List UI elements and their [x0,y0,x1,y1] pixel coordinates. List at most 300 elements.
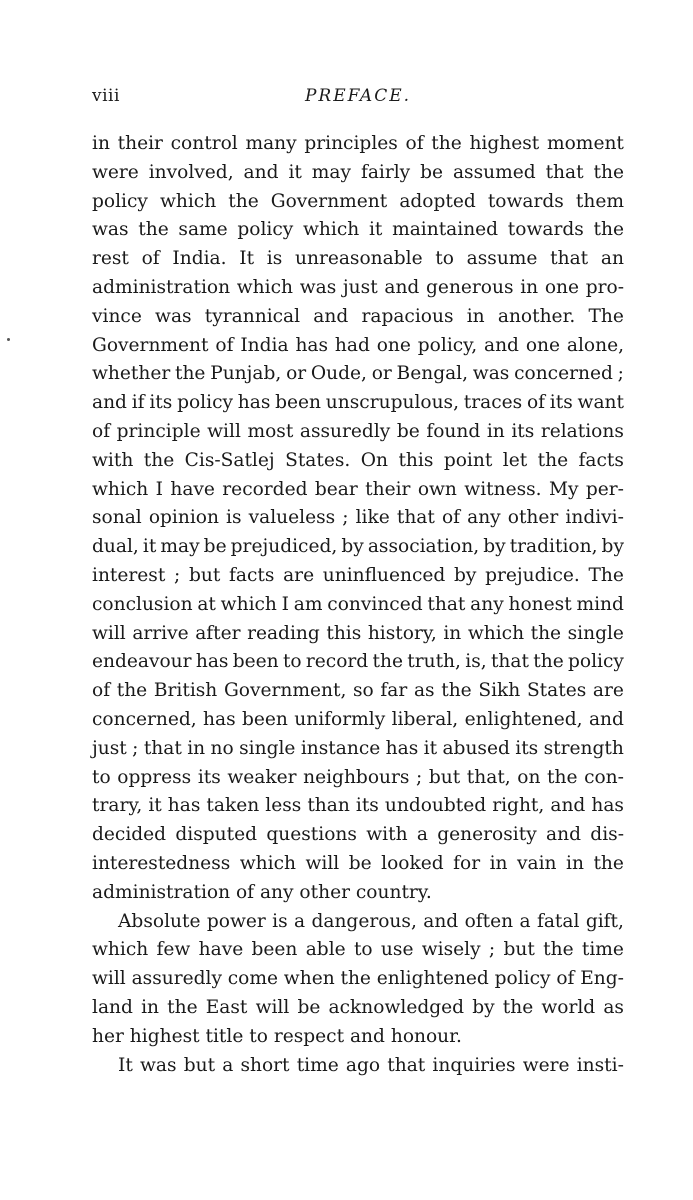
word: that [490,651,529,673]
word: to [435,248,454,270]
word: interest [92,564,166,586]
word: generosity [437,824,537,846]
word: by [483,536,506,558]
word: one [376,334,411,356]
word: arrive [132,622,189,644]
word: the [340,968,371,990]
word: enlightened, [464,708,583,730]
word: of [215,334,234,356]
word: gift, [585,910,624,932]
word: few [156,939,191,961]
word: in [443,622,462,644]
word: its [149,392,173,414]
word: the [143,449,175,471]
word: had [334,334,370,356]
word: that [143,737,182,759]
text-line [92,447,624,476]
word: record [305,651,369,673]
text-line [92,418,624,447]
word: pro- [585,276,624,298]
word: a [294,910,306,932]
word: of [526,392,546,414]
word: a [222,1054,234,1076]
word: the [174,363,206,385]
word: the [502,996,534,1018]
word: is [272,910,288,932]
word: to [92,766,111,788]
word: in [141,996,159,1018]
word: of [92,420,111,442]
word: this [326,622,362,644]
word: as [413,680,435,702]
word: ; [617,363,624,385]
word: were [92,161,139,183]
word: the [228,190,259,212]
word: a [416,824,428,846]
word: its [511,420,535,442]
word: maintained [392,219,499,241]
word: alone, [566,334,624,356]
word: towards [487,190,564,212]
text-line [92,908,624,937]
word: has [203,708,236,730]
text-line [92,245,624,274]
word: moment [546,133,624,154]
word: in [489,852,508,874]
word: and [423,910,459,932]
word: bear [314,478,358,500]
word: I [155,478,163,500]
word: Sikh [478,680,521,702]
word: been [251,939,298,961]
margin-mark [7,338,10,341]
word: and [550,795,586,817]
word: My [548,478,579,500]
word: has [385,737,419,759]
word: was [155,305,192,327]
word: fairly [360,161,411,183]
text-line [92,476,624,505]
word: have [198,939,244,961]
word: but [428,766,461,788]
text-line [92,936,624,965]
word: the [543,939,574,961]
word: Government, [223,680,347,702]
word: It [118,1054,133,1076]
word: which [220,593,277,615]
word: were [522,1054,570,1076]
text-line [92,620,624,649]
text-line [92,562,624,591]
word: looked [381,852,444,874]
word: and [546,824,581,846]
word: the [593,852,624,874]
word: on [517,766,541,788]
word: adopted [399,190,476,212]
word: far [380,680,408,702]
text-line [92,591,624,620]
word: vain [517,852,557,874]
word: of [441,507,461,529]
word: Government [270,190,388,212]
word: States. [285,449,351,471]
word: any [467,507,501,529]
word: their [365,478,411,500]
word: no [210,737,234,759]
word: was [299,276,337,298]
word: in [187,737,206,759]
word: it [142,536,157,558]
word: It [239,248,255,270]
word: the [441,680,472,702]
word: witness. [464,478,542,500]
word: is [266,248,283,270]
word: liberal, [391,708,459,730]
word: come [227,968,278,990]
word: at [197,593,216,615]
word: has [167,795,201,817]
word: other [507,507,559,529]
word: that [545,161,584,183]
word: by [472,996,495,1018]
word: that [427,593,466,615]
word: policy [177,392,233,414]
word: which [236,276,293,298]
word: the [530,622,562,644]
word: facts [229,564,275,586]
word: which [467,622,525,644]
word: India. [172,248,227,270]
word: Bengal, [396,363,469,385]
word: was [139,1054,177,1076]
word: when [283,968,335,990]
word: rest [92,248,129,270]
word: will [92,968,126,990]
word: but [183,1054,216,1076]
word: just [342,276,378,298]
word: it [148,795,162,817]
word: the [167,996,198,1018]
word: in [520,276,539,298]
word: with [92,449,134,471]
word: towards [507,219,584,241]
word: than [307,795,350,817]
word: but [188,564,221,586]
word: undoubted [384,795,487,817]
word: policy [92,190,148,212]
word: indivi- [565,507,624,529]
word: to [353,939,373,961]
word: policy [568,651,624,673]
word: Cis-Satlej [184,449,275,471]
word: facts [578,449,624,471]
word: its [549,392,573,414]
word: was [92,219,129,241]
word: time [581,939,624,961]
text-line [92,965,624,994]
word: Punjab, [210,363,282,385]
word: be [420,161,444,183]
word: recorded [222,478,308,500]
word: wisely [421,939,481,961]
word: enlightened [376,968,489,990]
word: instance [300,737,381,759]
word: any [470,593,504,615]
word: the [547,766,578,788]
text-line [92,764,624,793]
word: decided [92,824,167,846]
word: whether [92,363,171,385]
word: short [240,1054,290,1076]
word: been [275,392,322,414]
text-line [92,274,624,303]
word: The [588,564,624,586]
word: which [303,219,360,241]
word: questions [266,824,357,846]
word: by [601,536,624,558]
word: policy [494,968,551,990]
word: ; [488,939,496,961]
word: want [577,392,624,414]
word: neighbours [303,766,410,788]
word: and [588,708,624,730]
word: which [159,190,217,212]
word: in [466,305,485,327]
body-text [92,130,624,1080]
word: that [396,507,435,529]
word: let [502,449,528,471]
word: The [588,305,624,327]
word: per- [585,478,624,500]
word: the [431,133,462,154]
word: in [566,852,584,874]
word: for [453,852,481,874]
word: ; [342,507,349,529]
word: it [368,219,383,241]
word: are [592,680,624,702]
text-line [92,821,624,850]
text-line [92,1052,624,1081]
word: the [372,651,403,673]
text-line: administration of any other country. [92,881,432,903]
word: another. [497,305,576,327]
text-line [92,360,624,389]
word: been [242,708,288,730]
word: the [593,161,624,183]
word: it [288,161,302,183]
word: single [239,737,296,759]
word: which [92,478,149,500]
word: assuredly [299,420,391,442]
word: less [265,795,302,817]
word: Absolute [118,910,201,932]
word: assuredly [131,968,222,990]
text-line [92,677,624,706]
word: if [131,392,145,414]
text-line [92,130,624,159]
word: land [92,996,133,1018]
text-line [92,850,624,879]
word: like [355,507,390,529]
word: concerned, [92,708,197,730]
word: same [178,219,228,241]
word: association, [367,536,480,558]
word: strength [543,737,624,759]
word: be [297,996,321,1018]
word: weaker [227,766,297,788]
word: States [526,680,587,702]
word: uninfluenced [322,564,446,586]
text-line [92,533,624,562]
word: an [600,248,624,270]
word: rapacious [361,305,454,327]
word: be [203,536,227,558]
word: dangerous, [311,910,417,932]
text-line [92,159,624,188]
word: and [484,334,519,356]
word: history, [367,622,437,644]
word: able [305,939,346,961]
word: policy, [417,334,478,356]
word: principle [116,420,201,442]
word: valueless [248,507,336,529]
word: point [443,449,493,471]
word: ; [132,737,139,759]
word: power [206,910,266,932]
word: it [423,737,438,759]
word: policy [237,219,294,241]
word: dis- [590,824,624,846]
word: of [556,968,575,990]
word: this [398,449,434,471]
word: unscrupulous, [325,392,460,414]
word: of [405,133,424,154]
word: On [360,449,388,471]
word: will [255,996,290,1018]
word: will [305,852,340,874]
text-line [92,735,624,764]
word: was [472,363,510,385]
word: or [371,363,392,385]
word: its [197,766,221,788]
word: reading [247,622,320,644]
word: its [515,737,539,759]
text-line [92,188,624,217]
word: I [281,593,290,615]
word: prejudiced, [230,536,338,558]
word: of [92,680,111,702]
word: just [92,737,127,759]
word: often [464,910,514,932]
word: be [396,420,420,442]
word: found [426,420,481,442]
word: mind [576,593,624,615]
word: with [366,824,408,846]
word: most [247,420,294,442]
word: right, [492,795,545,817]
word: have [170,478,215,500]
word: relations [540,420,624,442]
word: Oude, [310,363,367,385]
word: by [454,564,477,586]
word: generous [426,276,514,298]
word: inquiries [432,1054,516,1076]
word: in [92,133,110,154]
word: which [92,939,149,961]
word: the [537,449,569,471]
word: sonal [92,507,142,529]
word: insti- [576,1054,624,1076]
word: been [232,651,279,673]
word: the [593,219,624,241]
text-line [92,706,624,735]
word: but [503,939,535,961]
word: traces [463,392,523,414]
page-number: viii [92,86,120,106]
word: highest [469,133,540,154]
word: fatal [536,910,580,932]
word: endeavour [92,651,192,673]
word: ; [416,766,423,788]
text-line [92,504,624,533]
word: administration [92,276,231,298]
word: prejudice. [485,564,580,586]
word: may [160,536,200,558]
text-line [92,792,624,821]
word: truth, [407,651,461,673]
word: has [237,392,271,414]
word: taken [206,795,260,817]
word: opinion [148,507,219,529]
word: tradition, [509,536,598,558]
word: British [153,680,218,702]
word: dual, [92,536,139,558]
word: acknowledged [328,996,465,1018]
word: concerned [514,363,613,385]
word: has [195,651,229,673]
word: be [348,852,372,874]
word: Government [92,334,209,356]
word: East [205,996,248,1018]
word: has [591,795,624,817]
word: and [243,161,279,183]
word: India [240,334,289,356]
word: abused [442,737,510,759]
word: time [296,1054,339,1076]
word: the [138,219,169,241]
word: involved, [148,161,234,183]
text-line [92,303,624,332]
running-header [92,86,624,110]
text-line [92,389,624,418]
word: after [195,622,241,644]
word: ago [345,1054,381,1076]
word: uniformly [294,708,386,730]
word: so [353,680,374,702]
word: and [384,276,420,298]
word: is [226,507,242,529]
text-line [92,216,624,245]
word: unreasonable [295,248,423,270]
word: will [207,420,241,442]
word: has [295,334,329,356]
word: may [311,161,352,183]
word: them [575,190,624,212]
word: principles [304,133,398,154]
word: one [525,334,561,356]
word: single [567,622,624,644]
word: by [341,536,364,558]
